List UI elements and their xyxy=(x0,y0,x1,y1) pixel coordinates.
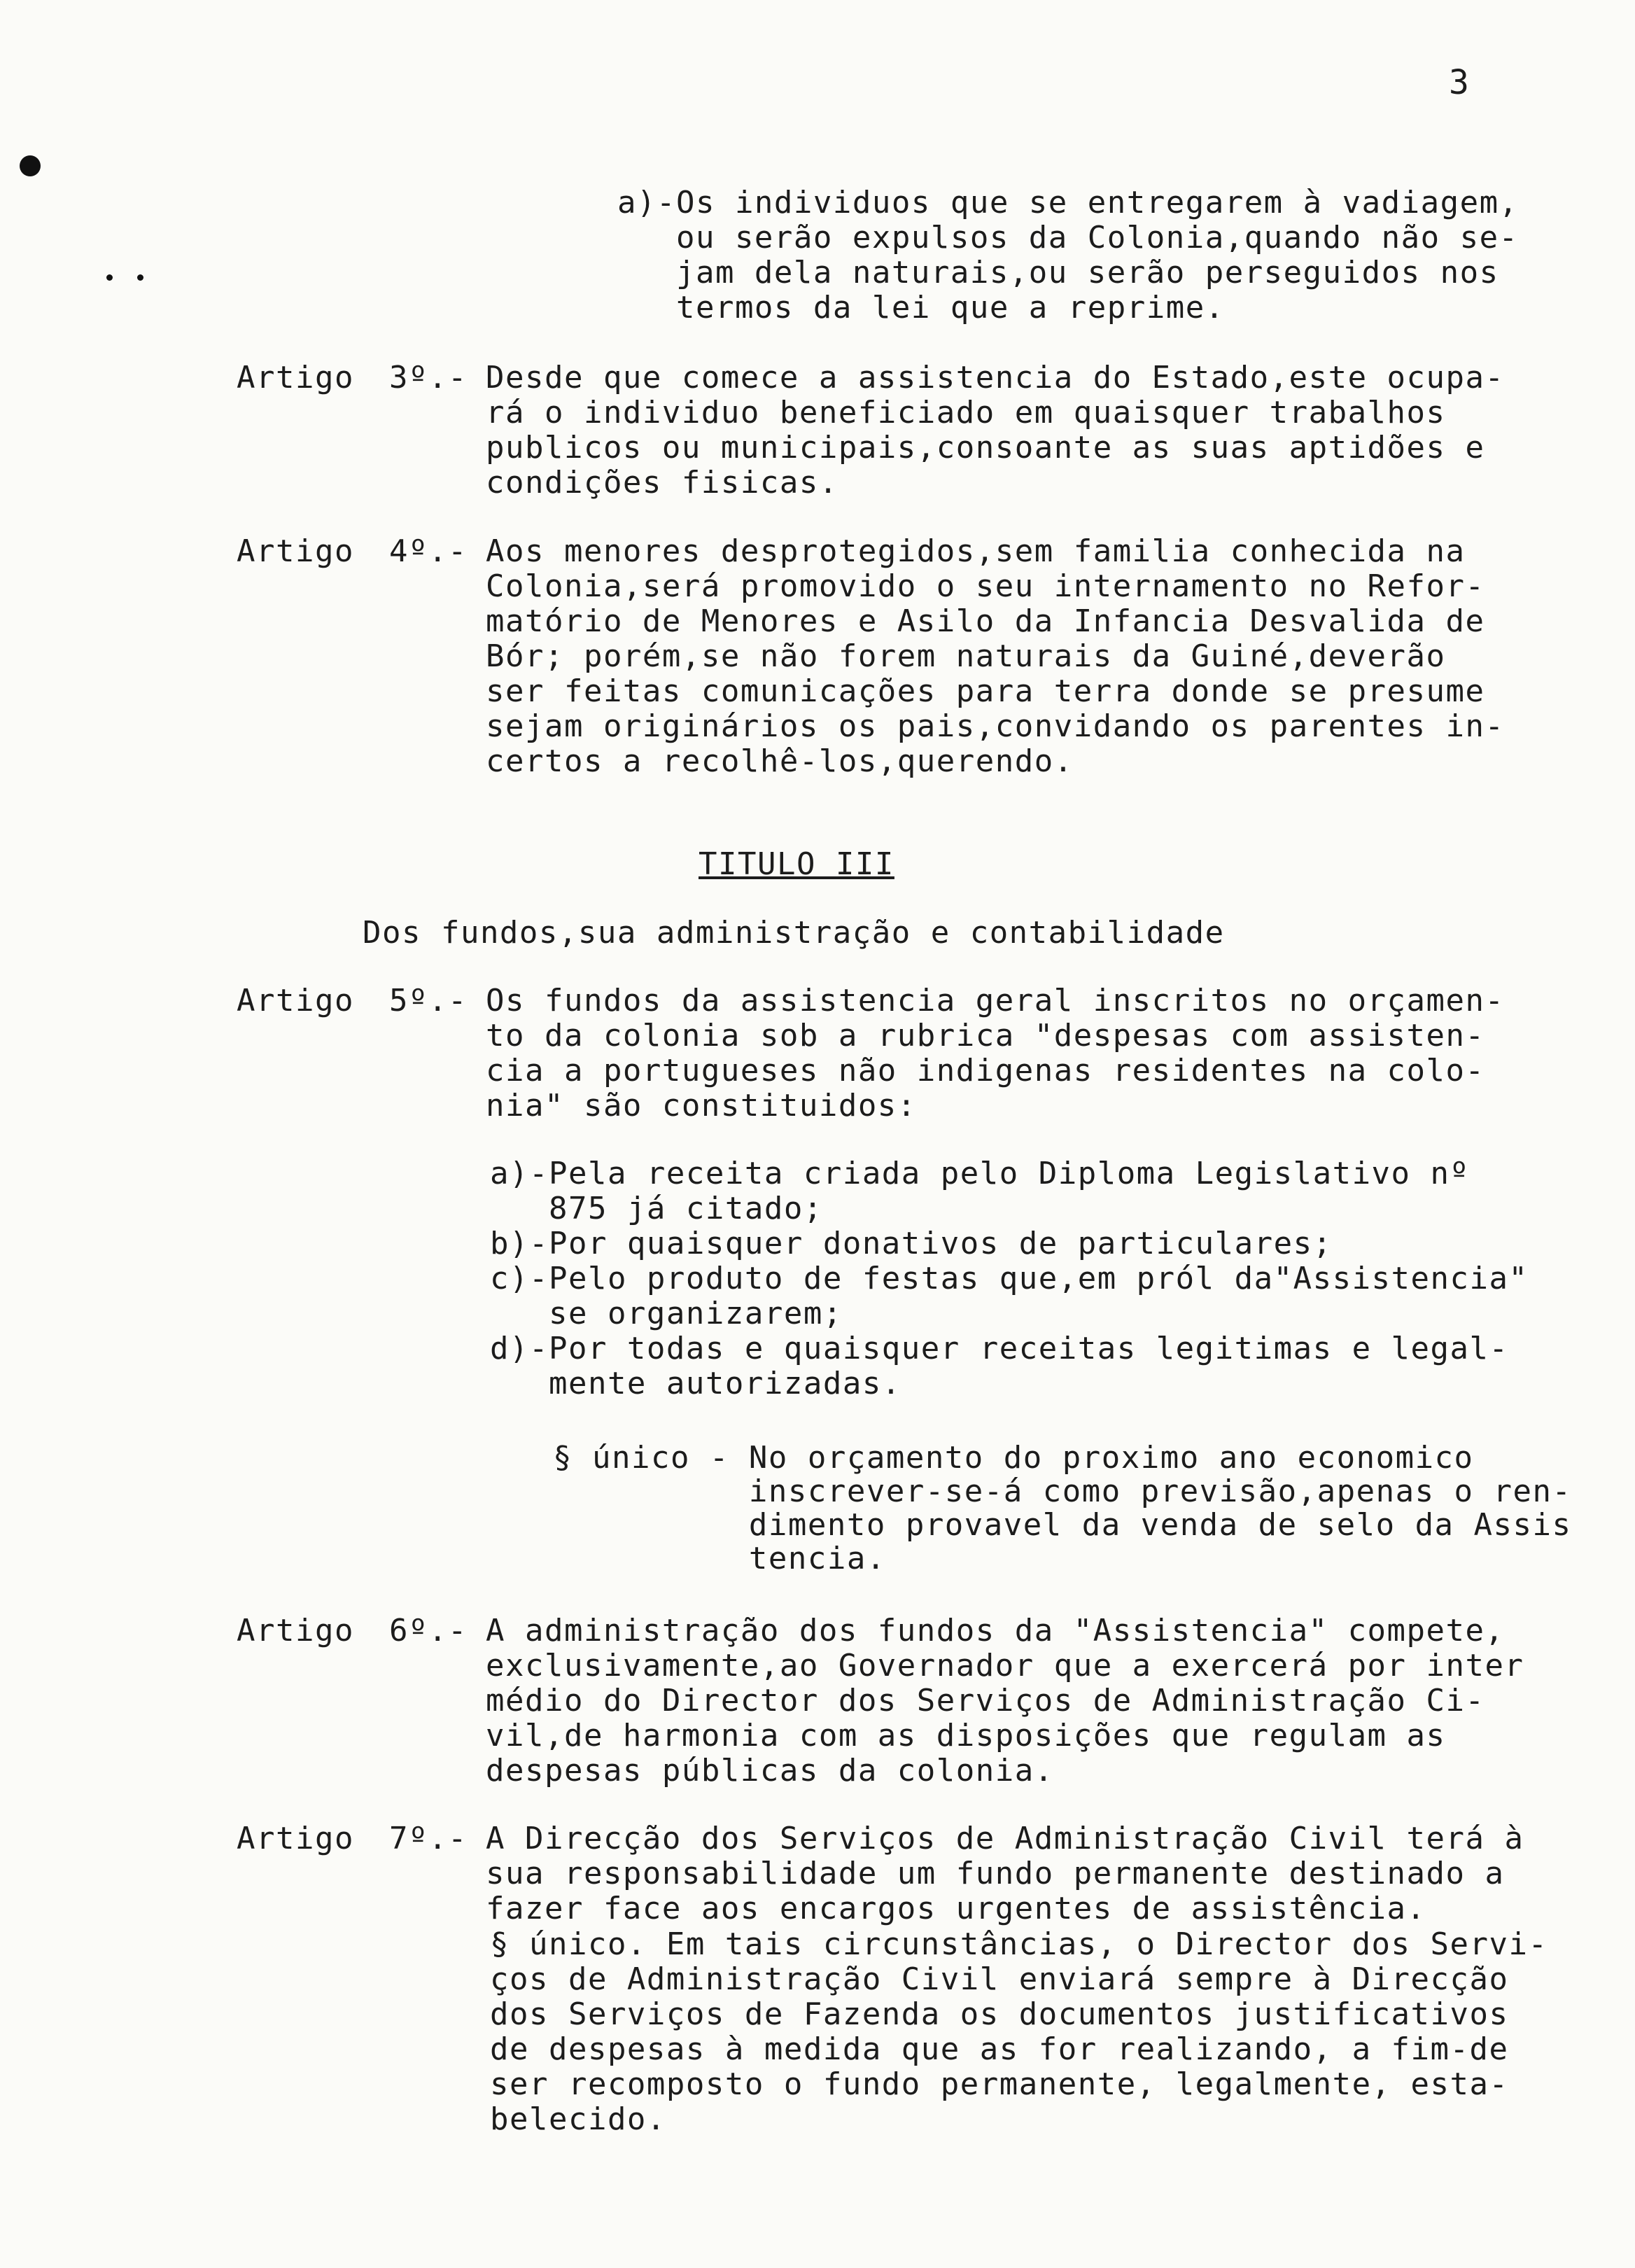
subtitulo-line: Dos fundos,sua administração e contabilidade xyxy=(363,915,1225,951)
art5-unico-line: dimento provavel da venda de selo da Assis xyxy=(553,1507,1572,1543)
artigo-3-line: Desde que comece a assistencia do Estado,este ocupa- xyxy=(486,360,1505,396)
artigo-7-line: sua responsabilidade um fundo permanente destinado a xyxy=(486,1856,1505,1891)
artigo-3-line: condições fisicas. xyxy=(486,465,838,500)
artigo-6-line: médio do Director dos Serviços de Administração Ci- xyxy=(486,1683,1485,1718)
art7-unico-line: ser recomposto o fundo permanente, legalmente, esta- xyxy=(490,2066,1509,2102)
artigo-5-line: nia" são constituidos: xyxy=(486,1088,917,1124)
article-label: Artigo xyxy=(237,983,354,1018)
ink-speck xyxy=(137,274,143,281)
artigo-4-line: ser feitas comunicações para terra donde se presume xyxy=(486,673,1485,709)
art5-alineas-line: 875 já citado; xyxy=(490,1191,823,1226)
artigo-4-line: Aos menores desprotegidos,sem familia conhecida na xyxy=(486,533,1466,569)
artigo-4-line: sejam originários os pais,convidando os parentes in- xyxy=(486,708,1505,744)
article-number: 7º.- xyxy=(389,1821,468,1856)
artigo-5-line: cia a portugueses não indigenas residentes na colo- xyxy=(486,1053,1485,1088)
article-number: 3º.- xyxy=(389,360,468,396)
artigo-5-line: to da colonia sob a rubrica "despesas com assisten- xyxy=(486,1018,1485,1054)
art7-unico-line: ços de Administração Civil enviará sempre à Direcção xyxy=(490,1961,1509,1997)
titulo-line: TITULO III xyxy=(699,846,894,882)
article-label: Artigo xyxy=(237,1821,354,1856)
art5-alineas-line: se organizarem; xyxy=(490,1296,843,1331)
art5-alineas-line: a)-Pela receita criada pelo Diploma Legislativo nº xyxy=(490,1156,1470,1191)
artigo-3-line: rá o individuo beneficiado em quaisquer trabalhos xyxy=(486,395,1446,430)
a-vadiagem-line: termos da lei que a reprime. xyxy=(617,290,1225,326)
a-vadiagem-line: ou serão expulsos da Colonia,quando não se- xyxy=(617,220,1519,255)
artigo-6-line: despesas públicas da colonia. xyxy=(486,1753,1054,1788)
art7-unico-line: belecido. xyxy=(490,2101,666,2137)
artigo-5-line: Os fundos da assistencia geral inscritos no orçamen- xyxy=(486,983,1505,1018)
a-vadiagem-line: a)-Os individuos que se entregarem à vadiagem, xyxy=(617,185,1519,220)
article-number: 5º.- xyxy=(389,983,468,1018)
ink-speck xyxy=(106,274,113,281)
a-vadiagem-line: jam dela naturais,ou serão perseguidos nos xyxy=(617,255,1499,290)
art7-unico-line: § único. Em tais circunstâncias, o Director dos Servi- xyxy=(490,1926,1548,1962)
art5-unico-line: tencia. xyxy=(553,1541,886,1576)
art5-unico-line: inscrever-se-á como previsão,apenas o ren- xyxy=(553,1474,1572,1509)
page-number: 3 xyxy=(1449,63,1469,102)
art5-alineas-line: c)-Pelo produto de festas que,em pról da"Assistencia" xyxy=(490,1261,1529,1296)
art5-alineas-line: d)-Por todas e quaisquer receitas legitimas e legal- xyxy=(490,1331,1509,1366)
artigo-4-line: certos a recolhê-los,querendo. xyxy=(486,743,1074,779)
article-number: 6º.- xyxy=(389,1613,468,1648)
article-label: Artigo xyxy=(237,1613,354,1648)
art7-unico-line: dos Serviços de Fazenda os documentos justificativos xyxy=(490,1996,1509,2032)
ink-blot xyxy=(20,155,41,176)
artigo-6-line: A administração dos fundos da "Assistencia" compete, xyxy=(486,1613,1505,1648)
artigo-7-line: fazer face aos encargos urgentes de assistência. xyxy=(486,1891,1426,1926)
artigo-4-line: matório de Menores e Asilo da Infancia Desvalida de xyxy=(486,603,1485,639)
artigo-4-line: Colonia,será promovido o seu internamento no Refor- xyxy=(486,568,1485,604)
artigo-4-line: Bór; porém,se não forem naturais da Guiné,deverão xyxy=(486,638,1446,674)
article-label: Artigo xyxy=(237,533,354,569)
art5-alineas-line: b)-Por quaisquer donativos de particulares; xyxy=(490,1226,1333,1261)
artigo-6-line: exclusivamente,ao Governador que a exercerá por inter xyxy=(486,1648,1524,1684)
art5-unico-line: § único - No orçamento do proximo ano economico xyxy=(553,1440,1474,1476)
art5-alineas-line: mente autorizadas. xyxy=(490,1366,901,1401)
article-label: Artigo xyxy=(237,360,354,396)
artigo-7-line: A Direcção dos Serviços de Administração Civil terá à xyxy=(486,1821,1524,1856)
art7-unico-line: de despesas à medida que as for realizando, a fim-de xyxy=(490,2031,1509,2067)
artigo-3-line: publicos ou municipais,consoante as suas aptidões e xyxy=(486,430,1485,465)
article-number: 4º.- xyxy=(389,533,468,569)
artigo-6-line: vil,de harmonia com as disposições que regulam as xyxy=(486,1718,1446,1754)
